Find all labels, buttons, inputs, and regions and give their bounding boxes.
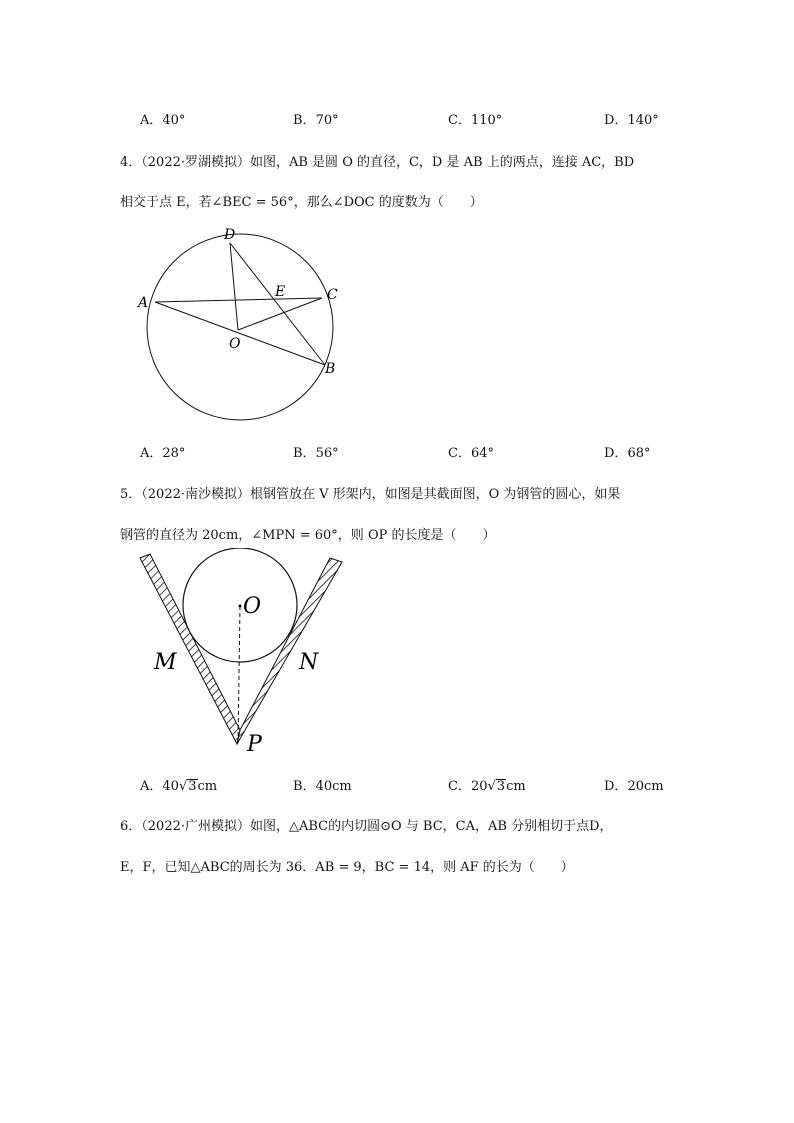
label-n: N (299, 650, 319, 675)
option-text: 40° (162, 113, 186, 128)
option-letter: C． (448, 446, 471, 461)
label-p: P (247, 732, 262, 757)
option-text: 68° (627, 446, 651, 461)
sqrt-icon: √ (178, 779, 188, 794)
option-letter: D． (604, 779, 628, 794)
option-letter: A． (140, 779, 163, 794)
center-point (239, 605, 242, 608)
option-coefficient: 40 (162, 779, 179, 794)
option-text: 28° (162, 446, 186, 461)
option-radicand: 3 (188, 779, 197, 794)
chord-ac (155, 298, 322, 302)
option-letter: D． (604, 113, 628, 128)
q4-text-line2: 相交于点 E，若∠BEC = 56°，那么∠DOC 的度数为（ ） (120, 195, 483, 210)
label-e: E (275, 284, 286, 300)
q4-option-d (604, 442, 650, 461)
radius-od (230, 243, 238, 330)
circle-outline (147, 234, 336, 420)
radius-oc (238, 298, 322, 330)
q5-text-line1: 5．（2022·南沙模拟）根钢管放在 V 形架内，如图是其截面图，O 为钢管的圆心，如果 (120, 487, 621, 502)
label-b: B (325, 361, 336, 377)
option-letter: A． (140, 113, 163, 128)
q4-option-b (293, 442, 339, 461)
label-c: C (327, 287, 338, 303)
option-letter: C． (448, 779, 471, 794)
option-text: 64° (470, 446, 494, 461)
option-text: 40cm (315, 779, 352, 794)
q5-option-a (140, 775, 217, 794)
label-o: O (243, 594, 262, 619)
option-coefficient: 20 (470, 779, 488, 794)
option-letter: B． (293, 779, 316, 794)
q3-option-a (140, 109, 185, 128)
option-letter: B． (293, 113, 316, 128)
option-letter: A． (140, 446, 163, 461)
option-text: 70° (315, 113, 339, 128)
label-a: A (138, 295, 149, 311)
diameter-ab (155, 302, 325, 365)
option-radicand: 3 (496, 779, 506, 794)
q4-text-line1: 4．（2022·罗湖模拟）如图，AB 是圆 O 的直径，C，D 是 AB 上的两点，连接 AC，BD (120, 155, 635, 170)
q4-option-c (448, 442, 494, 461)
q5-option-c (448, 775, 526, 794)
option-text: 110° (470, 113, 503, 128)
chord-db (230, 243, 325, 365)
q4-circle-figure (130, 220, 360, 430)
option-letter: D． (604, 446, 628, 461)
option-text: 56° (315, 446, 339, 461)
label-o: O (229, 336, 241, 352)
option-text: 20cm (627, 779, 664, 794)
option-unit: cm (197, 779, 218, 794)
sqrt-icon: √ (487, 779, 496, 794)
q5-option-b (293, 775, 352, 794)
option-letter: C． (448, 113, 471, 128)
q6-text-line1: 6．（2022·广州模拟）如图，△ABC的内切圆⊙O 与 BC，CA，AB 分别相切于点D， (120, 819, 613, 834)
q3-option-c (448, 109, 502, 128)
q6-text-line2: E，F，已知△ABC的周长为 36．AB = 9，BC = 14，则 AF 的长为（ ） (120, 860, 574, 875)
q4-option-a (140, 442, 185, 461)
q5-v-frame-figure (130, 548, 360, 758)
option-unit: cm (506, 779, 526, 794)
label-d: D (224, 227, 236, 243)
q3-option-d (604, 109, 659, 128)
q5-option-d (604, 775, 664, 794)
q5-text-line2: 钢管的直径为 20cm，∠MPN = 60°，则 OP 的长度是（ ） (120, 528, 496, 543)
option-text: 140° (627, 113, 659, 128)
option-letter: B． (293, 446, 316, 461)
q3-option-b (293, 109, 339, 128)
label-m: M (154, 650, 177, 675)
